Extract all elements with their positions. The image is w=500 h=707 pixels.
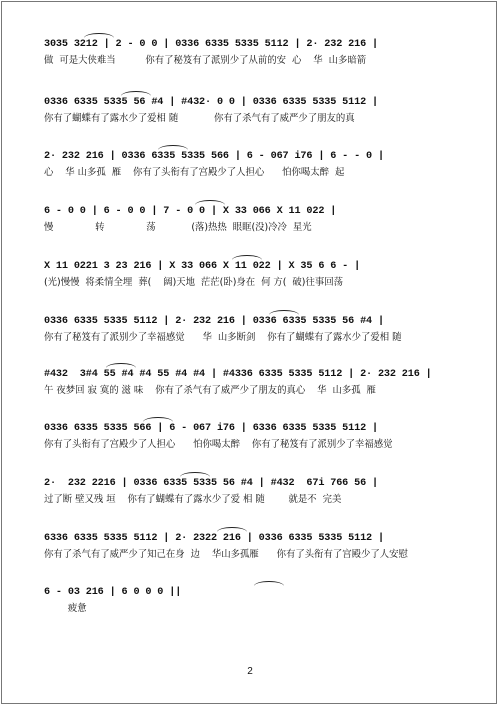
lyrics-line: 疲惫 — [44, 603, 87, 614]
jianpu-notes: #432 3#4 55 #4 #4 55 #4 #4 | #4336 6335 5335 5112 | 2· 232 216 | — [44, 369, 432, 380]
lyrics-line: 你有了秘笈有了派别少了幸福感觉 华 山多断剑 你有了蝴蝶有了露水少了爱相 随 — [44, 332, 402, 343]
jianpu-notes: 6336 6335 5335 5112 | 2· 2322 216 | 0336 6335 5335 5112 | — [44, 533, 384, 544]
jianpu-notes: 0336 6335 5335 566 | 6 - 067 i76 | 6336 6335 5335 5112 | — [44, 423, 378, 434]
lyrics-line: 做 可是大侠难当 你有了秘笈有了派别少了从前的安 心 华 山多暗箭 — [44, 55, 367, 66]
jianpu-notes: 3035 3212 | 2 - 0 0 | 0336 6335 5335 5112 | 2· 232 216 | — [44, 39, 378, 50]
jianpu-notes: 0336 6335 5335 5112 | 2· 232 216 | 0336 6335 5335 56 #4 | — [44, 316, 384, 327]
lyrics-line: 你有了杀气有了威严少了知己在身 边 华山多孤雁 你有了头衔有了宫殿少了人安慰 — [44, 549, 408, 560]
lyrics-line: (光)慢慢 将柔情全埋 葬( 阔)天地 茫茫(卧)身在 何 方( 破)往事回荡 — [44, 277, 343, 288]
jianpu-notes: 2· 232 216 | 0336 6335 5335 566 | 6 - 067 i76 | 6 - - 0 | — [44, 151, 384, 162]
lyrics-line: 午 夜梦回 寂 寞的 滋 味 你有了杀气有了威严少了朋友的真心 华 山多孤 雁 — [44, 385, 376, 396]
jianpu-notes: 6 - 0 0 | 6 - 0 0 | 7 - 0 0 | X 33 066 X 11 022 | — [44, 206, 337, 217]
lyrics-line: 你有了头衔有了宫殿少了人担心 怕你喝太醉 你有了秘笈有了派别少了幸福感觉 — [44, 439, 393, 450]
page-number: 2 — [247, 666, 253, 677]
jianpu-notes: 2· 232 2216 | 0336 6335 5335 56 #4 | #432 67i 766 56 | — [44, 478, 378, 489]
lyrics-line: 心 华 山多孤 雁 你有了头衔有了宫殿少了人担心 怕你喝太醉 起 — [44, 167, 345, 178]
lyrics-line: 你有了蝴蝶有了露水少了爱相 随 你有了杀气有了威严少了朋友的真 — [44, 113, 355, 124]
lyrics-line: 过了断 壁又残 垣 你有了蝴蝶有了露水少了爱 相 随 就是不 完美 — [44, 494, 342, 505]
lyrics-line: 慢 转 荡 (落)热热 眼眶(没)冷冷 星光 — [44, 222, 312, 233]
jianpu-notes: 0336 6335 5335 56 #4 | #432· 0 0 | 0336 6335 5335 5112 | — [44, 97, 378, 108]
jianpu-notes: 6 - 03 216 | 6 0 0 0 || — [44, 587, 182, 598]
jianpu-notes: X 11 0221 3 23 216 | X 33 066 X 11 022 | X 35 6 6 - | — [44, 261, 361, 272]
